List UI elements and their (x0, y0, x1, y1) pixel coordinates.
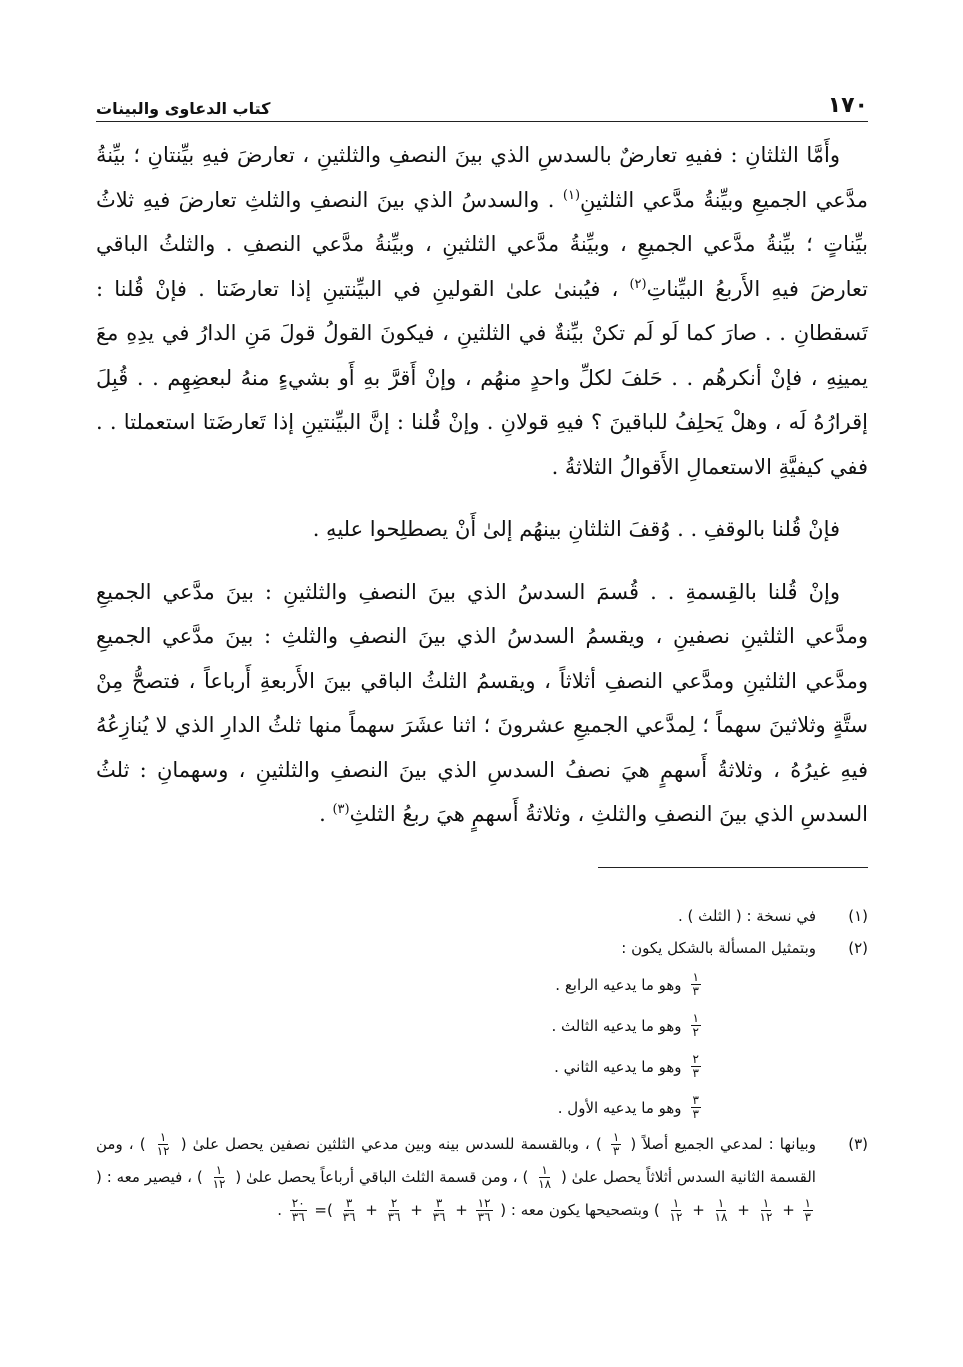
footnote-ref-3[interactable]: (٣) (332, 802, 350, 817)
main-text (96, 133, 868, 837)
fraction: $\frac{١}{١٢}$ (156, 1130, 170, 1158)
fraction: $\frac{١}{١٢}$ (759, 1196, 773, 1224)
page-number: ١٧٠ (827, 93, 868, 118)
footnote-1 (96, 900, 868, 932)
fraction: $\frac{١}{٢}$ (692, 1011, 699, 1039)
fraction: $\frac{١}{٣}$ (692, 970, 699, 998)
footnote-number: (٢) (848, 939, 868, 957)
fraction: $\frac{١}{٣}$ (804, 1196, 811, 1224)
paragraph-1: وأَمَّا الثلثانِ : ففيهِ تعارضٌ بالسدسِ الذي بينَ النصفِ والثلثينِ ، تعارضَ فيهِ بيِّنتانِ ؛ بيِّنةُ مدَّعي الجميعِ وبيِّنةُ مدَّعي الثلثينِ$^{(١)}$ . والسدسُ الذي بينَ النصفِ والثلثِ تعارضَ فيهِ ثلاثُ بيِّناتٍ ؛ بيِّنةُ مدَّعي الجميعِ ، وبيِّنةُ مدَّعي الثلثينِ ، وبيِّنةُ مدَّعي النصفِ . والثلثُ الباقي تعارضَ فيهِ الأَربعُ البيِّناتِ$^{(٢)}$ ، فيُبنىٰ علىٰ القولينِ في البيِّنتينِ إذا تعارضَتا . فإنْ قُلنا : تَسقطانِ . . صارَ كما لَو لَم تكنْ بيِّنةٌ في الثلثينِ ، فيكونَ القولُ قولَ مَنِ الدارُ في يدِهِ معَ يمينِهِ ، فإنْ أنكرهُم . . حَلفَ لكلِّ واحدٍ منهُم ، وإنْ أَقرَّ بهِ أَو بشيءٍ منهُ لبعضِهِم . . قُبِلَ إقرارُهُ لَه ، وهلْ يَحلِفُ للباقينَ ؟ فيهِ قولانِ . وإنْ قُلنا : إنَّ البيِّنتينِ إذا تَعارضَتا استعملتا . . ففي كيفيَّةِ الاستعمالِ الأَقوالُ الثلاثةُ . (96, 143, 868, 479)
fraction: $\frac{١}{١٨}$ (714, 1196, 728, 1224)
fraction-list (96, 964, 868, 1128)
footnotes (96, 900, 868, 1227)
paragraph-2: فإنْ قُلنا بالوقفِ . . وُقفَ الثلثانِ بينهُم إلىٰ أَنْ يصطلِحوا عليهِ . (312, 517, 840, 541)
fraction: $\frac{١}{١٢}$ (669, 1196, 683, 1224)
fraction: $\frac{١}{١٨}$ (538, 1163, 552, 1191)
footnote-3 (96, 1128, 868, 1227)
footnote-separator (598, 867, 868, 868)
footnote-number: (١) (848, 907, 868, 925)
fraction: $\frac{١٢}{٣٦}$ (477, 1196, 491, 1224)
fraction: $\frac{٢٠}{٣٦}$ (291, 1196, 305, 1224)
footnote-text: في نسخة : ( الثلث ) . (677, 907, 816, 925)
footnote-text: وبتمثيل المسألة بالشكل يكون : (621, 939, 816, 957)
fraction: $\frac{١}{١٢}$ (212, 1163, 226, 1191)
fraction: $\frac{٣}{٣٦}$ (432, 1196, 446, 1224)
footnote-number: (٣) (848, 1135, 868, 1153)
footnote-text: وبيانها : لمدعي الجميع أصلاً ( $\frac{١}{٣}$ ) ، وبالقسمة للسدس بينه وبين مدعي الثلثين نصفين يحصل علىٰ ( $\frac{١}{١٢}$ ) ، ومن القسمة الثانية السدس أثلاثاً يحصل علىٰ ( $\frac{١}{١٨}$ ) ، ومن قسمة الثلث الباقي أرباعاً يحصل علىٰ ( $\frac{١}{١٢}$ ) ، فيصير معه : ( $\frac{١}{٣}$ + $\frac{١}{١٢}$ + $\frac{١}{١٨}$ + $\frac{١}{١٢}$ ) وبتصحيحها يكون معه : ( $\frac{١٢}{٣٦}$ + $\frac{٣}{٣٦}$ + $\frac{٢}{٣٦}$ + $\frac{٣}{٣٦}$ )= $\frac{٢٠}{٣٦}$ . (96, 1130, 816, 1224)
header-rule (96, 121, 868, 122)
fraction: $\frac{٢}{٣٦}$ (387, 1196, 401, 1224)
fraction-item: $\frac{٢}{٣}$ وهو ما يدعيه الثاني . (554, 1052, 699, 1080)
footnote-ref-2[interactable]: (٢) (629, 276, 647, 292)
running-title: كتاب الدعاوى والبينات (96, 99, 271, 118)
fraction: $\frac{٢}{٣}$ (692, 1052, 699, 1080)
fraction: $\frac{٣}{٣٦}$ (342, 1196, 356, 1224)
fraction: $\frac{٣}{٣}$ (692, 1093, 699, 1121)
paragraph-3: وإنْ قُلنا بالقِسمةِ . . قُسمَ السدسُ الذي بينَ النصفِ والثلثينِ : بينَ مدَّعي الجميعِ ومدَّعي الثلثينِ نصفينِ ، ويقسمُ السدسُ الذي بينَ النصفِ والثلثِ : بينَ مدَّعي الجميعِ ومدَّعي الثلثينِ ومدَّعي النصفِ أثلاثاً ، ويقسمُ الثلثُ الباقي بينَ الأَربعةِ أَرباعاً ، فتصحُّ مِنْ ستَّةٍ وثلاثينَ سهماً ؛ لِمدَّعي الجميعِ عشرونَ ؛ اثنا عشَرَ سهماً منها ثلثُ الدارِ الذي لا يُنازِعُهُ فيهِ غيرُهُ ، وثلاثةُ أَسهمٍ هيَ نصفُ السدسِ الذي بينَ النصفِ والثلثينِ ، وسهمانِ : ثلثُ السدسِ الذي بينَ النصفِ والثلثِ ، وثلاثةُ أَسهمٍ هيَ ربعُ الثلثِ$^{(٣)}$ . (96, 579, 868, 826)
fraction-item: $\frac{٣}{٣}$ وهو ما يدعيه الأول . (557, 1093, 699, 1121)
page-header (96, 84, 868, 118)
fraction-item: $\frac{١}{٣}$ وهو ما يدعيه الرابع . (555, 970, 699, 998)
footnote-2 (96, 932, 868, 964)
fraction: $\frac{١}{٣}$ (612, 1130, 620, 1158)
fraction-item: $\frac{١}{٢}$ وهو ما يدعيه الثالث . (551, 1011, 699, 1039)
footnote-ref-1[interactable]: (١) (562, 187, 581, 203)
